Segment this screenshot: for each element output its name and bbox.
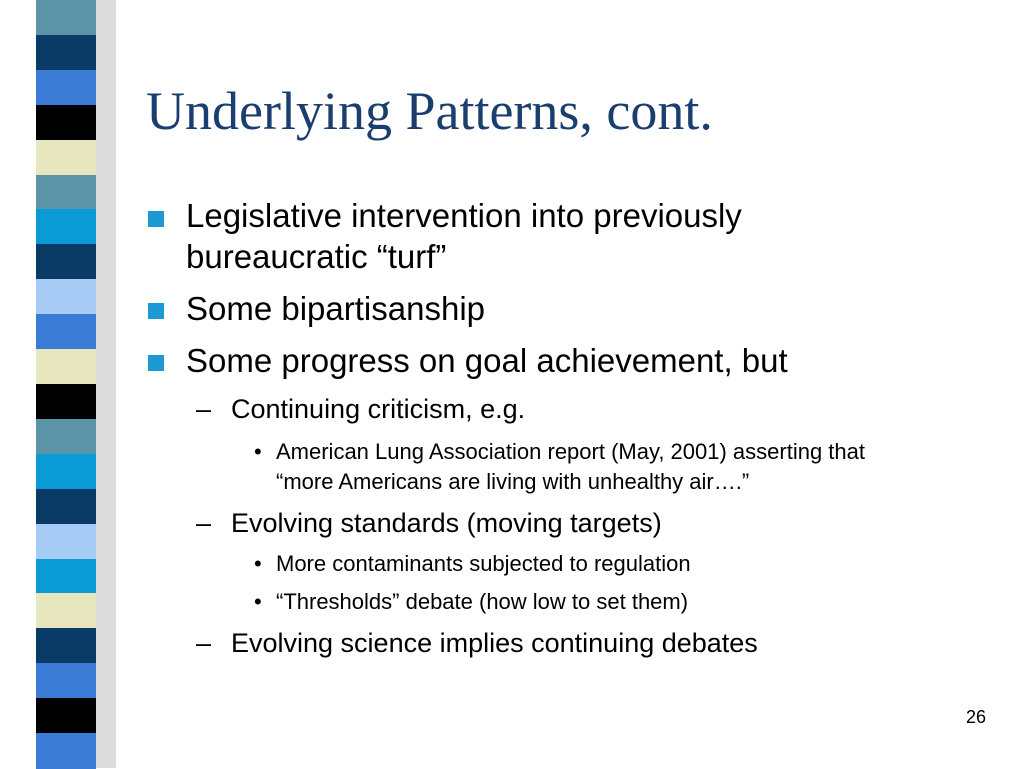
sub-sub-bullet-2: More contaminants subjected to regulation: [276, 551, 691, 576]
bar-stripe: [36, 314, 96, 350]
sub-bullet-3: Evolving science implies continuing debates: [231, 628, 758, 658]
sub-bullet-2: Evolving standards (moving targets): [231, 508, 662, 538]
dash-marker-icon: –: [196, 394, 212, 424]
sub-bullet-1: Continuing criticism, e.g.: [231, 394, 526, 424]
bar-stripe: [36, 524, 96, 560]
bar-stripe: [36, 454, 96, 490]
bar-stripe: [36, 279, 96, 315]
bar-stripe: [36, 663, 96, 699]
bar-stripe: [36, 489, 96, 525]
page-number: 26: [966, 707, 987, 727]
dash-marker-icon: –: [196, 628, 212, 658]
decorative-sidebar-bar: [36, 0, 96, 768]
dot-marker-icon: •: [254, 551, 262, 576]
bar-stripe: [36, 244, 96, 280]
sub-sub-bullet-1-line-1: American Lung Association report (May, 2001) asserting that: [276, 439, 866, 464]
sub-sub-bullet-1-line-2: “more Americans are living with unhealthy air….”: [276, 469, 750, 494]
bar-stripe: [36, 175, 96, 211]
bullet-square-icon: [148, 211, 164, 227]
bar-stripe: [36, 70, 96, 106]
bar-stripe: [36, 419, 96, 455]
bar-stripe: [36, 384, 96, 420]
bullet-1-line-2: bureaucratic “turf”: [186, 238, 447, 275]
bar-stripe: [36, 733, 96, 769]
bar-stripe: [36, 105, 96, 141]
bar-stripe: [36, 698, 96, 734]
bar-stripe: [36, 35, 96, 71]
bullet-square-icon: [148, 303, 164, 319]
bar-stripe: [36, 140, 96, 176]
dash-marker-icon: –: [196, 508, 212, 538]
bullet-2: Some bipartisanship: [186, 290, 485, 327]
bar-stripe: [36, 559, 96, 595]
bar-stripe: [36, 349, 96, 385]
bar-stripe: [36, 0, 96, 36]
bullet-3: Some progress on goal achievement, but: [186, 342, 788, 379]
sidebar-shadow: [96, 0, 116, 768]
bullet-square-icon: [148, 355, 164, 371]
bar-stripe: [36, 209, 96, 245]
bar-stripe: [36, 593, 96, 629]
bullet-1-line-1: Legislative intervention into previously: [186, 197, 742, 234]
dot-marker-icon: •: [254, 439, 262, 464]
dot-marker-icon: •: [254, 589, 262, 614]
slide-title: Underlying Patterns, cont.: [146, 81, 713, 141]
bar-stripe: [36, 628, 96, 664]
sub-sub-bullet-3: “Thresholds” debate (how low to set them): [276, 589, 689, 614]
